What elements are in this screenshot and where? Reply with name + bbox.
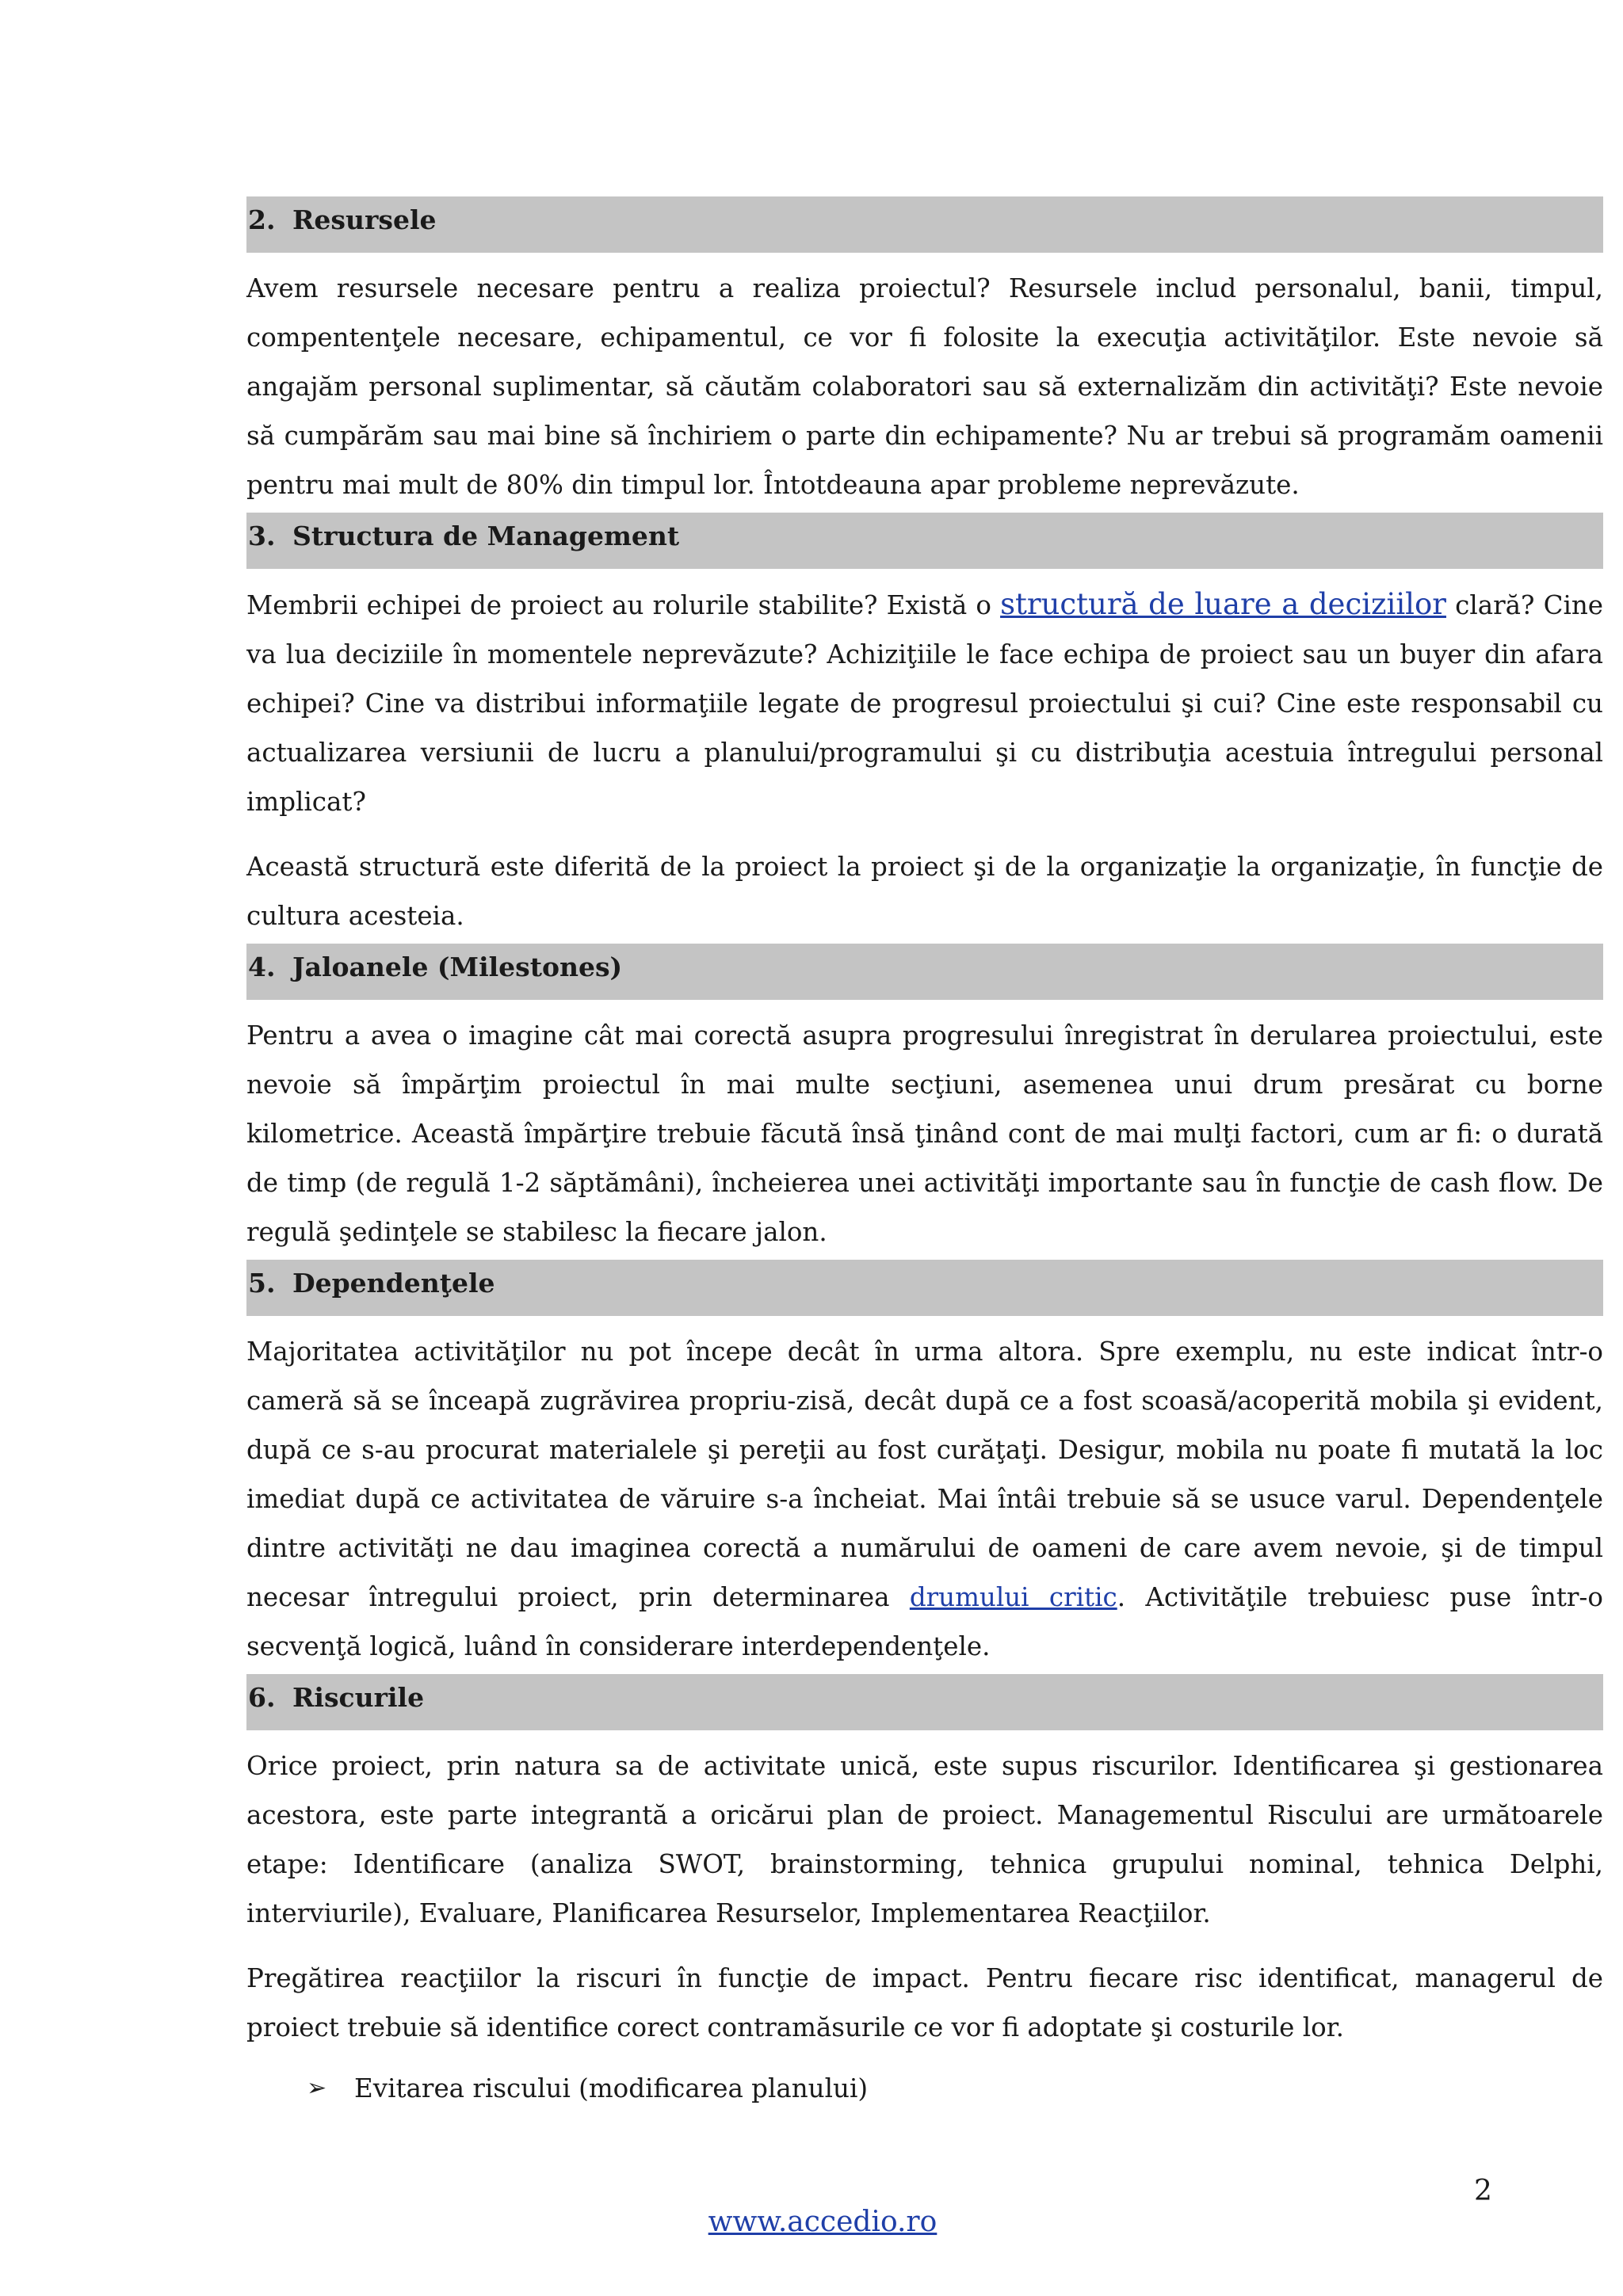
list-item-text: Evitarea riscului (modificarea planului): [354, 2073, 869, 2103]
list-item: [307, 2066, 1603, 2111]
section-number: 2.: [248, 204, 276, 235]
link-drumul-critic[interactable]: drumului critic: [909, 1582, 1117, 1612]
paragraph-text: Membrii echipei de proiect au rolurile stabilite? Există o: [246, 590, 1001, 620]
section-heading-structura: [246, 513, 1603, 569]
paragraph-dependente: [246, 1327, 1603, 1671]
footer-website-text[interactable]: www.accedio.ro: [708, 2206, 938, 2238]
paragraph-text: clară? Cine va lua deciziile în momentele neprevăzute? Achiziţiile le face echipa de proiect sau un buyer din afara echipei? Cine va distribui informaţiile legate de progresul proiectului şi cui? Cine este responsabil cu actualizarea versiunii de lucru a planului/programului şi cu distribuţia acestuia întregului personal implicat?: [246, 590, 1603, 817]
link-structura-decizii[interactable]: structură de luare a deciziilor: [1000, 587, 1446, 621]
page-number: 2: [1474, 2175, 1492, 2207]
section-title: Resursele: [292, 204, 437, 235]
section-heading-resursele: [246, 196, 1603, 253]
section-number: 5.: [248, 1268, 276, 1299]
section-number: 4.: [248, 952, 276, 982]
paragraph-structura-2: Această structură este diferită de la proiect la proiect şi de la organizaţie la organizaţie, în funcţie de cultura acesteia.: [246, 852, 1603, 931]
section-heading-riscurile: [246, 1674, 1603, 1730]
paragraph-resursele: Avem resursele necesare pentru a realiza proiectul? Resursele includ personalul, banii, timpul, compentenţele necesare, echipamentul, ce vor fi folosite la execuţia activităţilor. Este nevoie să angajăm personal suplimentar, să căutăm colaboratori sau să externalizăm din activităţi? Este nevoie să cumpărăm sau mai bine să închiriem o parte din echipamente? Nu ar trebui să programăm oamenii pentru mai mult de 80% din timpul lor. Întotdeauna apar probleme neprevăzute.: [246, 273, 1603, 500]
arrow-bullet-icon: ➢: [307, 2074, 327, 2102]
section-heading-dependente: [246, 1260, 1603, 1316]
paragraph-text: Majoritatea activităţilor nu pot începe decât în urma altora. Spre exemplu, nu este indicat într-o cameră să se înceapă zugrăvirea propriu-zisă, decât după ce a fost scoasă/acoperită mobila şi evident, după ce s-au procurat materialele şi pereţii au fost curăţaţi. Desigur, mobila nu poate fi mutată la loc imediat după ce activitatea de văruire s-a încheiat. Mai întâi trebuie să se usuce varul. Dependenţele dintre activităţi ne dau imaginea corectă a numărului de oameni de care avem nevoie, şi de timpul necesar întregului proiect, prin determinarea: [246, 1337, 1603, 1612]
footer-website-link[interactable]: [0, 2206, 1623, 2238]
section-title: Dependenţele: [292, 1268, 495, 1299]
section-number: 6.: [248, 1682, 276, 1713]
section-heading-jaloane: [246, 944, 1603, 1000]
page-content: [246, 196, 1603, 2111]
paragraph-jaloane: Pentru a avea o imagine cât mai corectă asupra progresului înregistrat în derularea proiectului, este nevoie să împărţim proiectul în mai multe secţiuni, asemenea unui drum presărat cu borne kilometrice. Această împărţire trebuie făcută însă ţinând cont de mai mulţi factori, cum ar fi: o durată de timp (de regulă 1-2 săptămâni), încheierea unei activităţi importante sau în funcţie de cash flow. De regulă şedinţele se stabilesc la fiecare jalon.: [246, 1020, 1603, 1247]
section-title: Jaloanele (Milestones): [292, 952, 623, 982]
section-title: Structura de Management: [292, 521, 680, 551]
paragraph-riscurile-1: Orice proiect, prin natura sa de activitate unică, este supus riscurilor. Identificarea şi gestionarea acestora, este parte integrantă a oricărui plan de proiect. Managementul Riscului are următoarele etape: Identificare (analiza SWOT, brainstorming, tehnica grupului nominal, tehnica Delphi, interviurile), Evaluare, Planificarea Resurselor, Implementarea Reacţiilor.: [246, 1751, 1603, 1928]
paragraph-riscurile-2: Pregătirea reacţiilor la riscuri în funcţie de impact. Pentru fiecare risc identificat, managerul de proiect trebuie să identifice corect contramăsurile ce vor fi adoptate şi costurile lor.: [246, 1963, 1603, 2042]
paragraph-text: . Activităţile trebuiesc puse într-o secvenţă logică, luând în considerare interdependenţele.: [246, 1582, 1603, 1661]
section-number: 3.: [248, 521, 276, 551]
paragraph-structura-1: [246, 580, 1603, 826]
section-title: Riscurile: [292, 1682, 425, 1713]
